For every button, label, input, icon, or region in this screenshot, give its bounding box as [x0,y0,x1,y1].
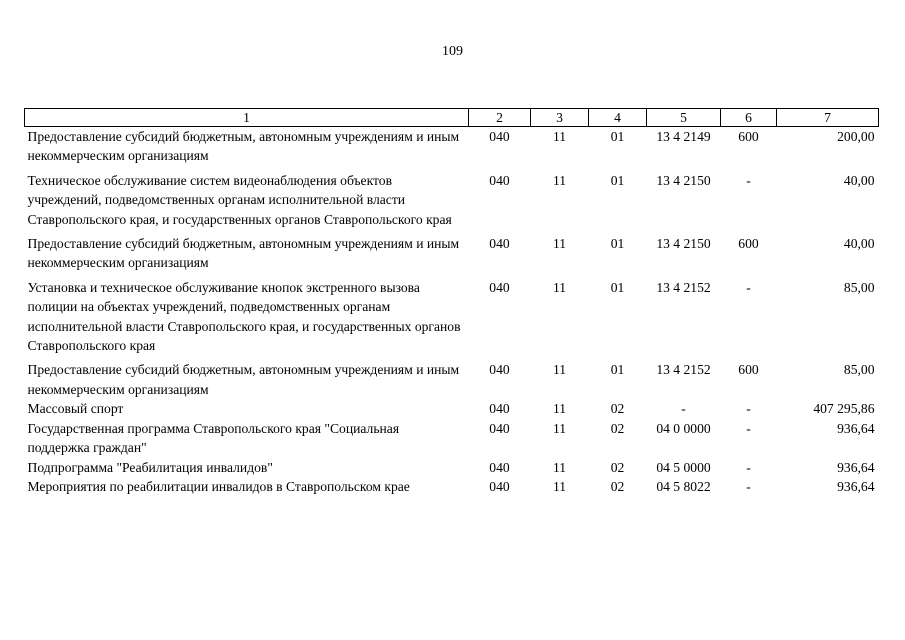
row-col-4: 01 [610,172,625,188]
header-col-3: 3 [531,109,589,127]
row-name: Предоставление субсидий бюджетным, автономным учреждениям и иным некоммерческим организациям [27,362,460,397]
table-row [25,399,879,418]
row-col-4: 02 [610,420,625,436]
row-col-3: 11 [552,420,567,436]
row-col-3: 11 [552,362,567,378]
header-col-7: 7 [777,109,879,127]
row-name: Предоставление субсидий бюджетным, автономным учреждениям и иным некоммерческим организациям [27,129,460,164]
row-col-6: - [746,279,751,295]
row-name: Подпрограмма "Реабилитация инвалидов" [27,459,273,475]
row-col-2: 040 [489,129,510,144]
row-col-5: - [681,401,686,417]
row-col-6: - [746,459,751,475]
row-col-3: 11 [552,279,567,295]
table-row [25,127,879,171]
row-col-5: 13 4 2150 [656,236,711,252]
row-col-6: - [746,478,751,494]
row-col-4: 02 [610,478,625,494]
row-col-2: 040 [489,401,510,417]
row-col-7: 936,64 [837,478,875,494]
row-col-5: 13 4 2149 [656,129,711,144]
table-row [25,278,879,361]
row-col-6: 600 [738,129,759,144]
row-col-6: - [746,401,751,417]
row-col-7: 200,00 [837,129,875,144]
row-name: Предоставление субсидий бюджетным, автономным учреждениям и иным некоммерческим организациям [27,236,460,271]
row-col-7: 936,64 [837,420,875,436]
row-col-3: 11 [552,478,567,494]
row-col-3: 11 [552,172,567,188]
row-col-7: 936,64 [837,459,875,475]
row-name: Мероприятия по реабилитации инвалидов в Ставропольском крае [27,478,410,494]
row-name: Массовый спорт [27,401,124,417]
row-col-4: 02 [610,459,625,475]
header-col-4: 4 [589,109,647,127]
row-col-3: 11 [552,459,567,475]
row-col-5: 13 4 2152 [656,362,711,378]
row-col-7: 40,00 [843,236,875,252]
row-col-4: 01 [610,236,625,252]
row-col-4: 01 [610,129,625,144]
row-col-3: 11 [552,401,567,417]
row-col-5: 04 5 0000 [656,459,711,475]
row-col-2: 040 [489,236,510,252]
row-col-2: 040 [489,362,510,378]
table-row [25,477,879,496]
row-col-6: 600 [738,362,759,378]
header-col-6: 6 [721,109,777,127]
row-name: Установка и техническое обслуживание кнопок экстренного вызова полиции на объектах учреждений, подведомственных органам исполнительной власти Ставропольского края, и государственных органов Ставропольского края [27,279,461,354]
table-row [25,234,879,278]
row-col-2: 040 [489,420,510,436]
row-col-5: 13 4 2150 [656,172,711,188]
header-col-2: 2 [469,109,531,127]
table-row [25,360,879,399]
budget-table [24,108,879,496]
table-row [25,419,879,458]
row-col-7: 85,00 [843,362,875,378]
table-row [25,458,879,477]
row-col-6: - [746,420,751,436]
row-col-5: 04 5 8022 [656,478,711,494]
row-col-2: 040 [489,478,510,494]
row-col-2: 040 [489,172,510,188]
row-col-2: 040 [489,459,510,475]
row-col-3: 11 [552,236,567,252]
row-col-7: 40,00 [843,172,875,188]
row-col-5: 13 4 2152 [656,279,711,295]
row-col-4: 02 [610,401,625,417]
row-col-5: 04 0 0000 [656,420,711,436]
row-col-6: 600 [738,236,759,252]
row-col-3: 11 [552,129,567,144]
row-name: Техническое обслуживание систем видеонаблюдения объектов учреждений, подведомственных органам исполнительной власти Ставропольского края, и государственных органов Ставропольского края [27,172,452,227]
page-number: 109 [442,44,463,59]
header-col-5: 5 [647,109,721,127]
row-col-7: 85,00 [843,279,875,295]
row-col-7: 407 295,86 [813,401,875,417]
row-col-6: - [746,172,751,188]
row-col-4: 01 [610,362,625,378]
table-row [25,171,879,234]
header-col-1: 1 [25,109,469,127]
row-col-4: 01 [610,279,625,295]
row-col-2: 040 [489,279,510,295]
row-name: Государственная программа Ставропольского края "Социальная поддержка граждан" [27,420,400,456]
header-row [25,109,879,127]
